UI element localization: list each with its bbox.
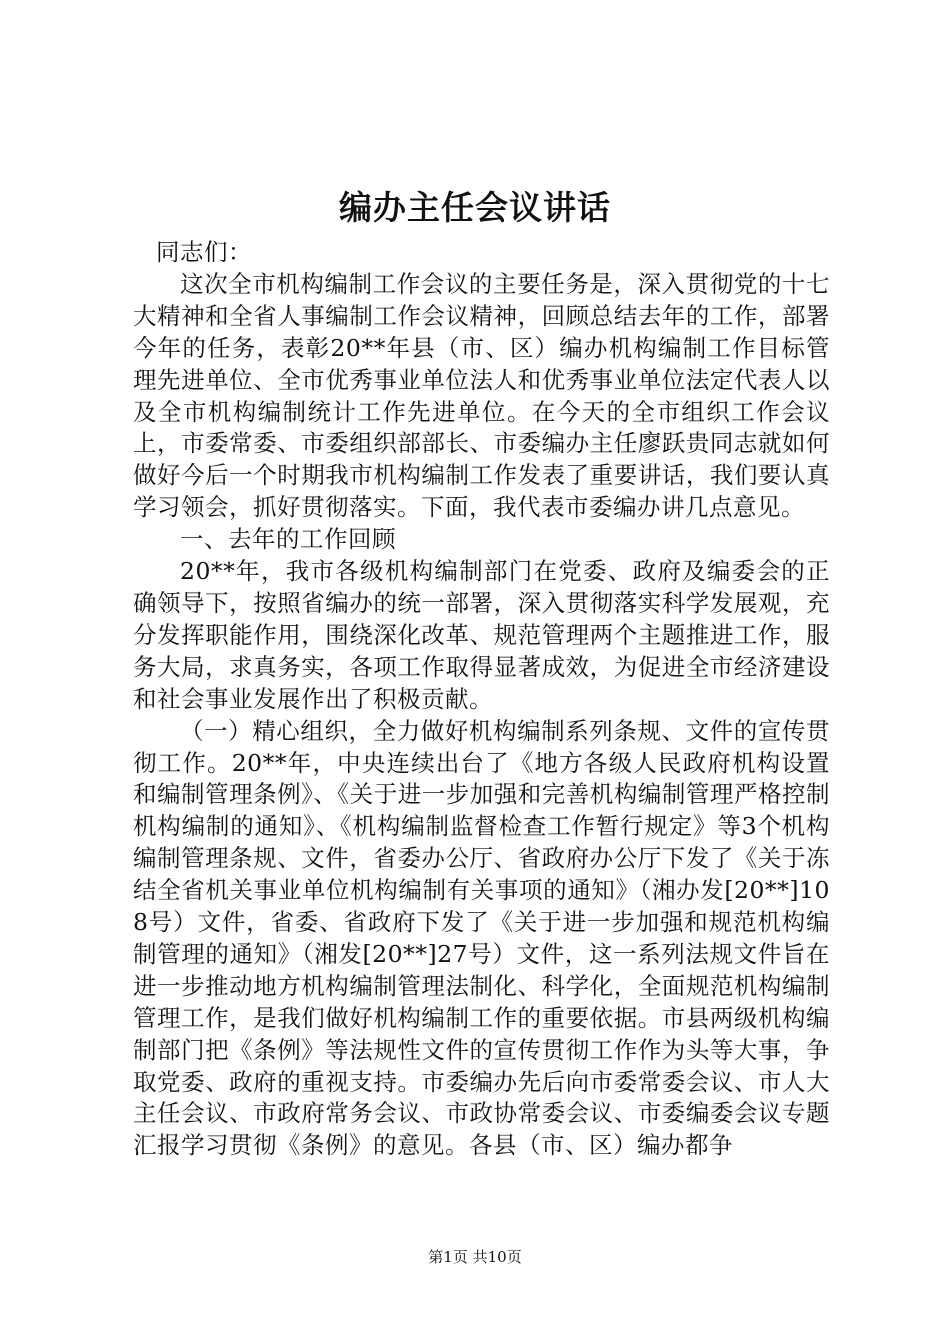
salutation: 同志们： [156, 238, 252, 266]
document-body [133, 237, 830, 1162]
paragraph-review: 20**年，我市各级机构编制部门在党委、政府及编委会的正确领导下，按照省编办的统一部署，深入贯彻落实科学发展观，充分发挥职能作用，围绕深化改革、规范管理两个主题推进工作，服务大局，求真务实，各项工作取得显著成效，为促进全市经济建设和社会事业发展作出了积极贡献。 [133, 557, 830, 713]
page-number-footer: 第1页 共10页 [428, 1248, 522, 1266]
paragraph-subsection-1: （一）精心组织，全力做好机构编制系列条规、文件的宣传贯彻工作。20**年，中央连续出台了《地方各级人民政府机构设置和编制管理条例》、《关于进一步加强和完善机构编制管理严格控制机构编制的通知》、《机构编制监督检查工作暂行规定》等3个机构编制管理条规、文件，省委办公厅、省政府办公厅下发了《关于冻结全省机关事业单位机构编制有关事项的通知》（湘办发[20**]108号）文件，省委、省政府下发了《关于进一步加强和规范机构编制管理的通知》（湘发[20**]27号）文件，这一系列法规文件旨在进一步推动地方机构编制管理法制化、科学化，全面规范机构编制管理工作，是我们做好机构编制工作的重要依据。市县两级机构编制部门把《条例》等法规性文件的宣传贯彻工作作为头等大事，争取党委、政府的重视支持。市委编办先后向市委常委会议、市人大主任会议、市政府常务会议、市政协常委会议、市委编委会议专题汇报学习贯彻《条例》的意见。各县（市、区）编办都争 [133, 716, 830, 1160]
document-title: 编办主任会议讲话 [339, 188, 611, 227]
paragraph-intro: 这次全市机构编制工作会议的主要任务是，深入贯彻党的十七大精神和全省人事编制工作会议精神，回顾总结去年的工作，部署今年的任务，表彰20**年县（市、区）编办机构编制工作目标管理先进单位、全市优秀事业单位法人和优秀事业单位法定代表人以及全市机构编制统计工作先进单位。在今天的全市组织工作会议上，市委常委、市委组织部部长、市委编办主任廖跃贵同志就如何做好今后一个时期我市机构编制工作发表了重要讲话，我们要认真学习领会，抓好贯彻落实。下面，我代表市委编办讲几点意见。 [133, 269, 830, 522]
section-heading: 一、去年的工作回顾 [180, 525, 396, 554]
